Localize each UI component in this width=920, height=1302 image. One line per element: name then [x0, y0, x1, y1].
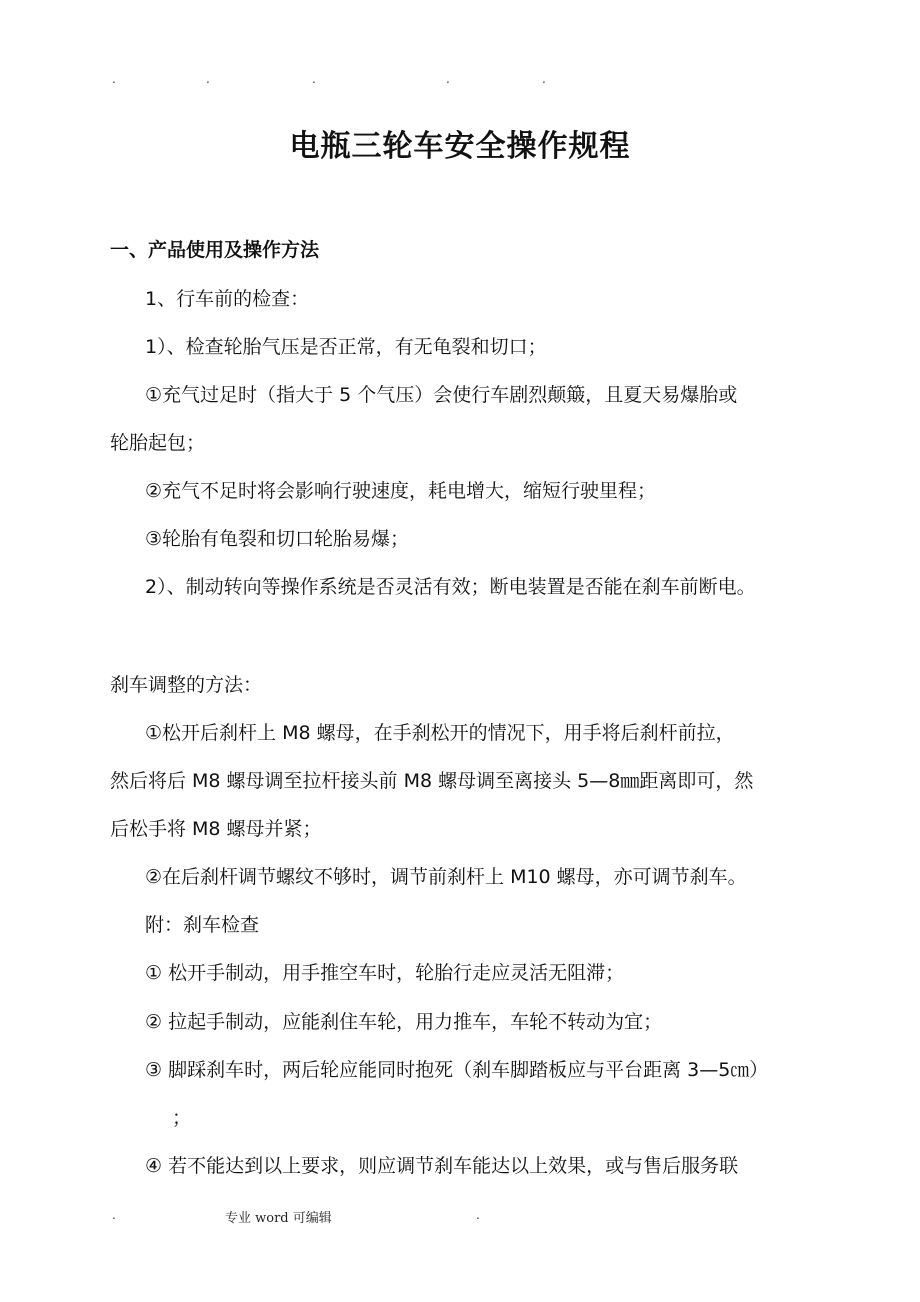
paragraph-line: ①充气过足时（指大于 5 个气压）会使行车剧烈颠簸，且夏天易爆胎或: [145, 384, 738, 406]
header-dots: [0, 72, 920, 88]
paragraph-line: 然后将后 M8 螺母调至拉杆接头前 M8 螺母调至离接头 5—8㎜距离即可，然: [110, 770, 754, 792]
paragraph-line: ③轮胎有龟裂和切口轮胎易爆；: [145, 528, 410, 550]
document-title: 电瓶三轮车安全操作规程: [289, 129, 631, 164]
paragraph-line: 后松手将 M8 螺母并紧；: [110, 818, 322, 840]
paragraph-line: ④ 若不能达到以上要求，则应调节刹车能达以上效果，或与售后服务联: [145, 1155, 739, 1177]
footer-dot-right: [476, 1208, 480, 1222]
footer-dot: .: [112, 1208, 116, 1222]
header-dot: .: [446, 72, 450, 86]
paragraph-line: ③ 脚踩刹车时，两后轮应能同时抱死（刹车脚踏板应与平台距离 3—5㎝）: [145, 1059, 769, 1081]
footer-text: 专业 word 可编辑: [225, 1211, 332, 1226]
header-dot: .: [312, 72, 316, 86]
footer-dot-left: [112, 1208, 116, 1222]
paragraph-line: 轮胎起包；: [110, 432, 206, 454]
paragraph-line: ②在后刹杆调节螺纹不够时，调节前刹杆上 M10 螺母，亦可调节刹车。: [145, 866, 747, 888]
footer-dot: .: [476, 1208, 480, 1222]
header-dot: .: [206, 72, 210, 86]
subsection-heading: 刹车调整的方法：: [110, 674, 263, 696]
header-dot: .: [542, 72, 546, 86]
paragraph-line: 1、行车前的检查：: [145, 288, 310, 310]
paragraph-line: ② 拉起手制动，应能刹住车轮，用力推车，车轮不转动为宜；: [145, 1011, 663, 1033]
paragraph-line: 1）、检查轮胎气压是否正常，有无龟裂和切口；: [145, 336, 547, 358]
paragraph-line: ① 松开手制动，用手推空车时，轮胎行走应灵活无阻滞；: [145, 962, 625, 984]
paragraph-line: ①松开后刹杆上 M8 螺母，在手刹松开的情况下，用手将后刹杆前拉，: [145, 722, 735, 744]
section-heading: 一、产品使用及操作方法: [110, 239, 320, 261]
paragraph-line: 2）、制动转向等操作系统是否灵活有效；断电装置是否能在刹车前断电。: [145, 576, 756, 598]
header-dot: .: [112, 72, 116, 86]
paragraph-line: 附：刹车检查: [145, 914, 260, 936]
paragraph-line: ；: [172, 1107, 192, 1129]
paragraph-line: ②充气不足时将会影响行驶速度，耗电增大，缩短行驶里程；: [145, 480, 657, 502]
